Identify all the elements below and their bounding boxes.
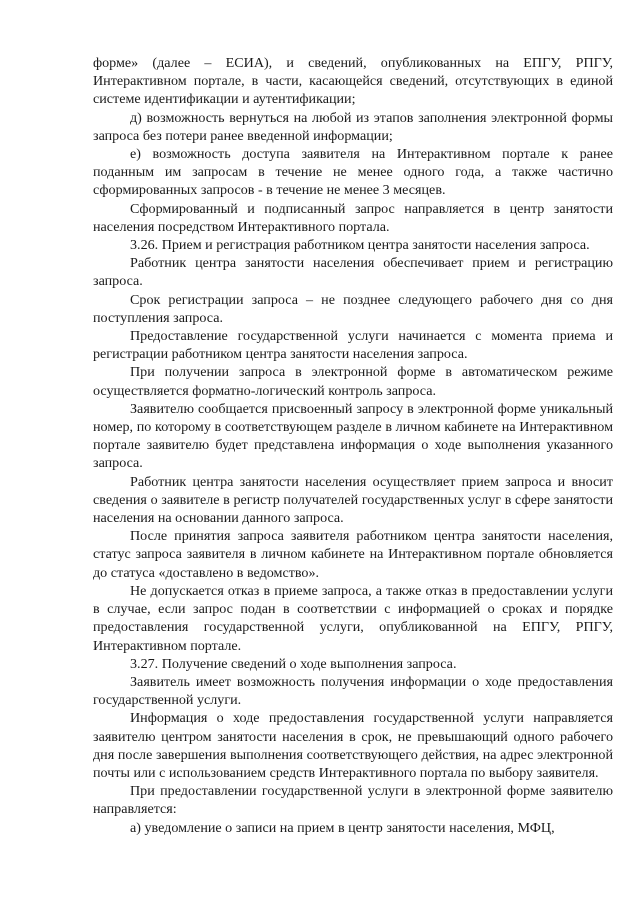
paragraph-item-a: а) уведомление о записи на прием в центр занятости населения, МФЦ, <box>130 819 555 836</box>
document-page <box>93 54 613 837</box>
paragraph-status-update: После принятия запроса заявителя работником центра занятости населения, статус запроса заявителя в личном кабинете на Интерактивном портале обновляется до статуса «доставлено в ведомство». <box>93 528 613 581</box>
paragraph-format-control: При получении запроса в электронной форме в автоматическом режиме осуществляется форматно-логический контроль запроса. <box>93 364 613 399</box>
paragraph-item-d: д) возможность вернуться на любой из этапов заполнения электронной формы запроса без потери ранее введенной информации; <box>93 109 613 144</box>
paragraph-worker-registration: Работник центра занятости населения обеспечивает прием и регистрацию запроса. <box>93 255 613 290</box>
paragraph-electronic-form: При предоставлении государственной услуги в электронной форме заявителю направляется: <box>93 783 613 818</box>
paragraph-unique-number: Заявителю сообщается присвоенный запросу в электронной форме уникальный номер, по которому в соответствующем разделе в личном кабинете на Интерактивном портале заявителю будет представлена информация о ходе выполнения указанного запроса. <box>93 400 613 472</box>
paragraph-service-start: Предоставление государственной услуги начинается с момента приема и регистрации работником центра занятости населения запроса. <box>93 328 613 363</box>
paragraph-registry-entry: Работник центра занятости населения осуществляет прием запроса и вносит сведения о заявителе в регистр получателей государственных услуг в сфере занятости населения на основании данного запроса. <box>93 473 613 527</box>
section-heading-3-27: 3.27. Получение сведений о ходе выполнения запроса. <box>130 655 457 672</box>
paragraph-applicant-info: Заявитель имеет возможность получения информации о ходе предоставления государственной услуги. <box>93 673 613 709</box>
paragraph-item-e: е) возможность доступа заявителя на Интерактивном портале к ранее поданным им запросам в течение не менее одного года, а также частично сформированных запросов - в течение не менее 3 месяцев. <box>93 146 613 199</box>
paragraph-no-refusal: Не допускается отказ в приеме запроса, а также отказ в предоставлении услуги в случае, если запрос подан в соответствии с информацией о сроках и порядке предоставления государственной услуги, опубликованной на ЕПГУ, РПГУ, Интерактивном портале. <box>93 582 613 654</box>
paragraph-formed-request: Сформированный и подписанный запрос направляется в центр занятости населения посредством Интерактивного портала. <box>93 200 613 235</box>
paragraph-info-delivery: Информация о ходе предоставления государственной услуги направляется заявителю центром занятости населения в срок, не превышающий одного рабочего дня после завершения выполнения соответствующего действия, на адрес электронной почты или с использованием средств Интерактивного портала по выбору заявителя. <box>93 710 613 781</box>
paragraph-continuation-esia: форме» (далее – ЕСИА), и сведений, опубликованных на ЕПГУ, РПГУ, Интерактивном портале, в части, касающейся сведений, отсутствующих в единой системе идентификации и аутентификации; <box>93 55 613 108</box>
section-heading-3-26: 3.26. Прием и регистрация работником центра занятости населения запроса. <box>130 237 590 254</box>
paragraph-registration-term: Срок регистрации запроса – не позднее следующего рабочего дня со дня поступления запроса. <box>93 291 613 326</box>
